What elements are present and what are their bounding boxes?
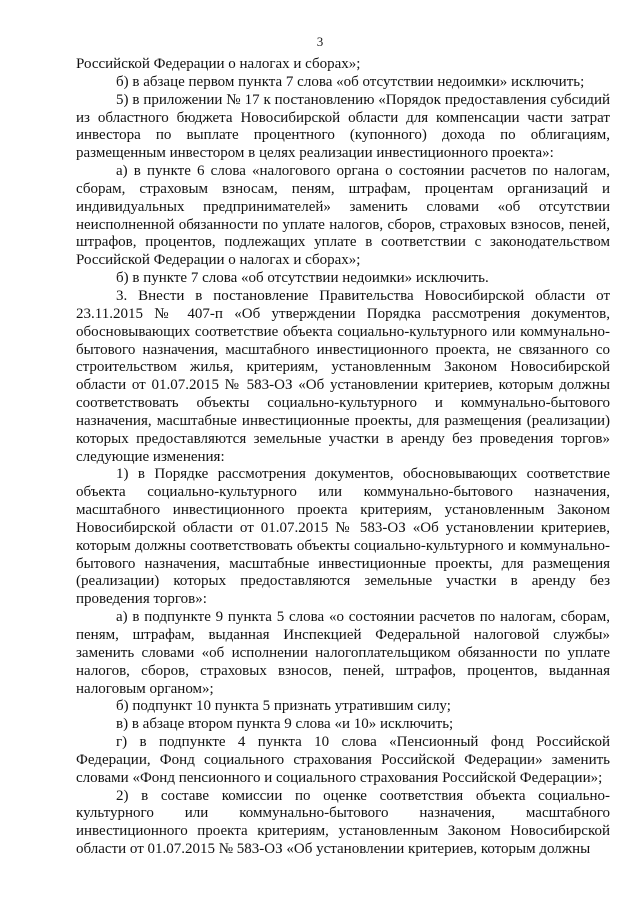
paragraph: б) в пункте 7 слова «об отсутствии недоимки» исключить. — [116, 270, 489, 287]
paragraph: б) в абзаце первом пункта 7 слова «об отсутствии недоимки» исключить; — [116, 73, 585, 90]
paragraph: в) в абзаце втором пункта 9 слова «и 10» исключить; — [116, 716, 454, 733]
paragraph: б) подпункт 10 пункта 5 признать утратившим силу; — [116, 698, 451, 715]
page-number: 3 — [316, 34, 324, 49]
paragraph: 2) в составе комиссии по оценке соответствия объекта социально-культурного или коммунально-бытового назначения, масштабного инвестиционного проекта критериям, установленным Законом Новосибирской области от 01.07.2015 № 583-ОЗ «Об установлении критериев, которым должны — [76, 787, 610, 858]
paragraph: 1) в Порядке рассмотрения документов, обосновывающих соответствие объекта социально-культурного или коммунально-бытового назначения, масштабного инвестиционного проекта критериям, установленным Законом Новосибирской области от 01.07.2015 № 583-ОЗ «Об установлении критериев, которым должны соответствовать объекты социально-культурного и коммунально-бытового назначения, масштабные инвестиционные проекты, для размещения (реализации) которых предоставляются земельные участки в аренду без проведения торгов»: — [76, 466, 610, 608]
paragraph: г) в подпункте 4 пункта 10 слова «Пенсионный фонд Российской Федерации, Фонд социального страхования Российской Федерации» заменить словами «Фонд пенсионного и социального страхования Российской Федерации»; — [76, 734, 610, 786]
paragraph: а) в подпункте 9 пункта 5 слова «о состоянии расчетов по налогам, сборам, пеням, штрафам, выданная Инспекцией Федеральной налоговой службы» заменить словами «об исполнении налогоплательщиком обязанности по уплате налогов, сборов, страховых взносов, пеней, штрафов, процентов, выданная налоговым органом»; — [76, 609, 610, 697]
paragraph-continuation: Российской Федерации о налогах и сборах»; — [76, 56, 361, 72]
document-body — [76, 56, 610, 859]
paragraph: а) в пункте 6 слова «налогового органа о состоянии расчетов по налогам, сборам, страховым взносам, пеням, штрафам, процентам организаций и индивидуальных предпринимателей» заменить словами «об отсутствии неисполненной обязанности по уплате налогов, сборов, страховых взносов, пеней, штрафов, процентов, подлежащих уплате в соответствии с законодательством Российской Федерации о налогах и сборах»; — [76, 163, 610, 269]
paragraph: 3. Внести в постановление Правительства Новосибирской области от 23.11.2015 № 407-п «Об утверждении Порядка рассмотрения документов, обосновывающих соответствие объекта социально-культурного или коммунально-бытового назначения, масштабного инвестиционного проекта, не связанного со строительством жилья, критериям, установленным Законом Новосибирской области от 01.07.2015 № 583-ОЗ «Об установлении критериев, которым должны соответствовать объекты социально-культурного и коммунально-бытового назначения, масштабные инвестиционные проекты, для размещения (реализации) которых предоставляются земельные участки в аренду без проведения торгов» следующие изменения: — [76, 287, 610, 465]
paragraph: 5) в приложении № 17 к постановлению «Порядок предоставления субсидий из областного бюджета Новосибирской области для компенсации части затрат инвестора по выплате процентного (купонного) дохода по облигациям, размещенным инвестором в целях реализации инвестиционного проекта»: — [76, 91, 610, 162]
